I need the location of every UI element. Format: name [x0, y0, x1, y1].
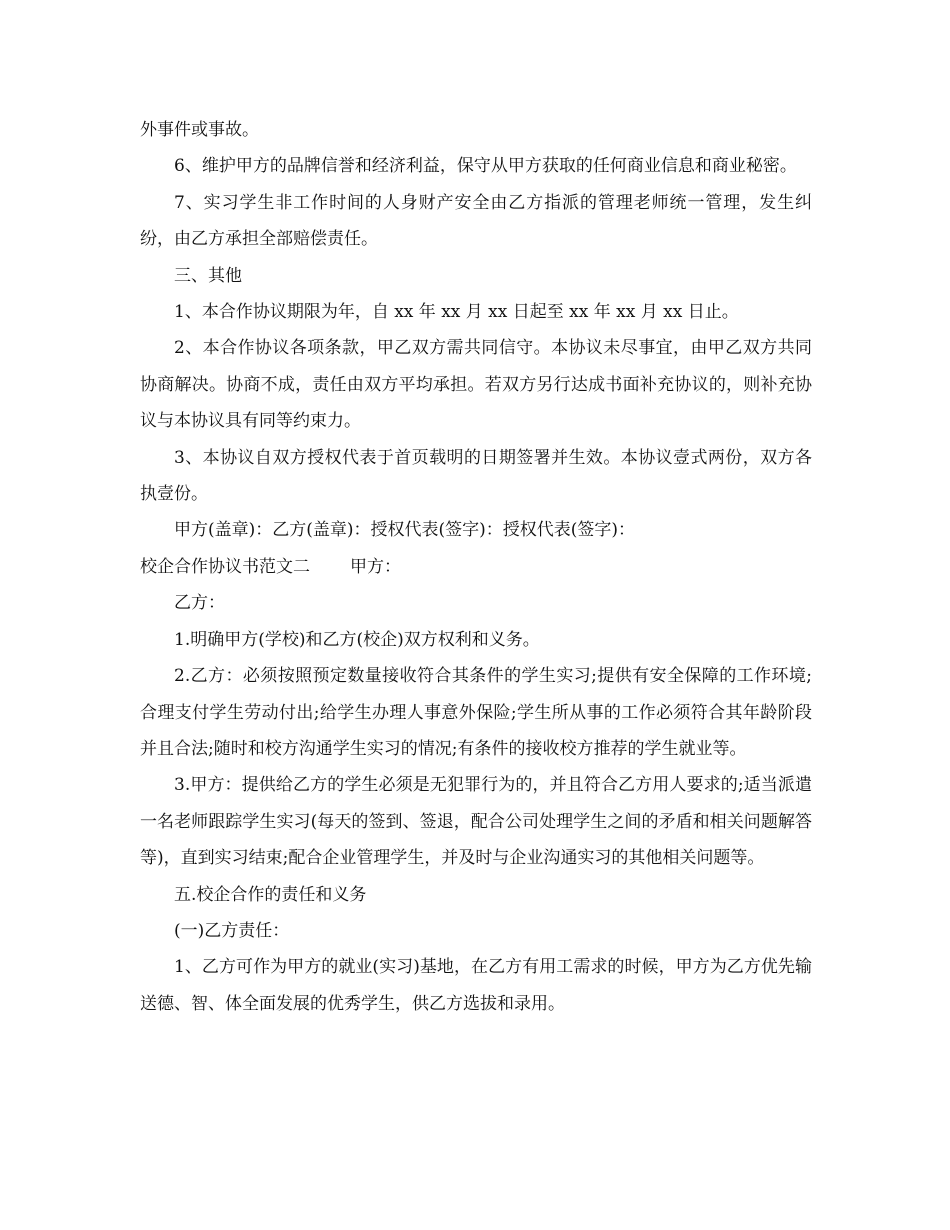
paragraph: 2、本合作协议各项条款，甲乙双方需共同信守。本协议未尽事宜，由甲乙双方共同协商解决。协商不成，责任由双方平均承担。若双方另行达成书面补充协议的，则补充协议与本协议具有同等约束力。 — [140, 338, 812, 432]
paragraph: 外事件或事故。 — [140, 120, 259, 140]
paragraph: 3、本协议自双方授权代表于首页载明的日期签署并生效。本协议壹式两份，双方各执壹份。 — [140, 447, 812, 505]
party-b-label: 乙方： — [174, 593, 225, 614]
section-heading: 三、其他 — [174, 265, 242, 286]
paragraph: 6、维护甲方的品牌信誉和经济利益，保守从甲方获取的任何商业信息和商业秘密。 — [174, 156, 797, 177]
title-line — [140, 549, 812, 585]
section-heading: 五.校企合作的责任和义务 — [174, 884, 367, 905]
signature-line: 甲方(盖章)：乙方(盖章)：授权代表(签字)：授权代表(签字)： — [174, 520, 636, 541]
paragraph: 7、实习学生非工作时间的人身财产安全由乙方指派的管理老师统一管理，发生纠纷，由乙方承担全部赔偿责任。 — [140, 192, 812, 250]
document-title: 校企合作协议书范文二 — [140, 556, 310, 577]
paragraph: 3.甲方：提供给乙方的学生必须是无犯罪行为的，并且符合乙方用人要求的;适当派遣一名老师跟踪学生实习(每天的签到、签退，配合公司处理学生之间的矛盾和相关问题解答等)，直到实习结束;配合企业管理学生，并及时与企业沟通实习的其他相关问题等。 — [140, 775, 812, 869]
document-body — [140, 112, 812, 1022]
subsection-heading: (一)乙方责任： — [174, 920, 290, 941]
paragraph: 1、本合作协议期限为年，自 xx 年 xx 月 xx 日起至 xx 年 xx 月 xx 日止。 — [174, 302, 739, 323]
party-a-label: 甲方： — [350, 556, 401, 577]
paragraph: 2.乙方：必须按照预定数量接收符合其条件的学生实习;提供有安全保障的工作环境;合理支付学生劳动付出;给学生办理人事意外保险;学生所从事的工作必须符合其年龄阶段并且合法;随时和校方沟通学生实习的情况;有条件的接收校方推荐的学生就业等。 — [140, 666, 812, 759]
paragraph: 1.明确甲方(学校)和乙方(校企)双方权利和义务。 — [174, 629, 540, 650]
paragraph: 1、乙方可作为甲方的就业(实习)基地，在乙方有用工需求的时候，甲方为乙方优先输送德、智、体全面发展的优秀学生，供乙方选拔和录用。 — [140, 957, 812, 1014]
